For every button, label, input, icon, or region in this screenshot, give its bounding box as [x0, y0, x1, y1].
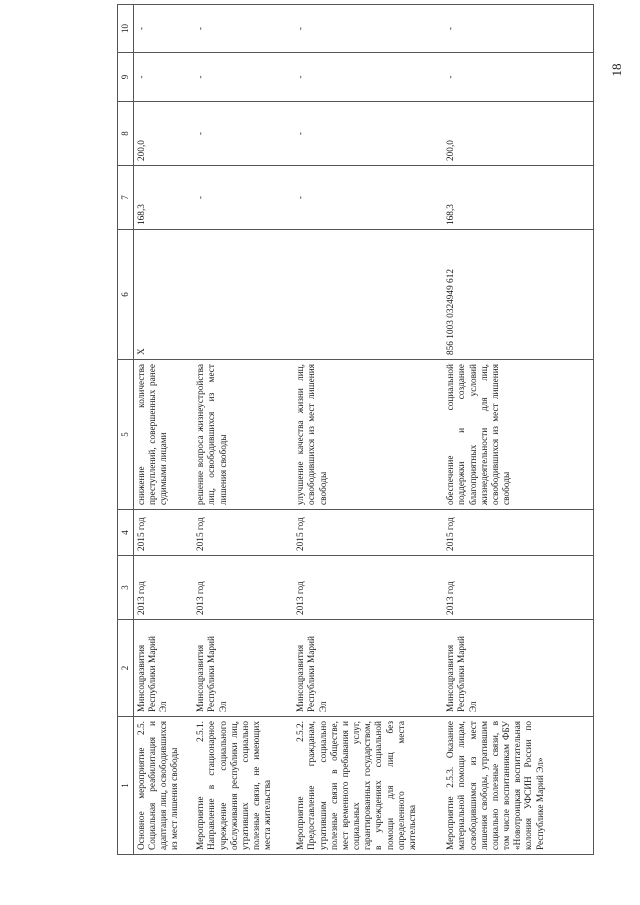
value-total-cell: -: [443, 5, 593, 53]
value-2014-cell: -: [293, 102, 443, 166]
col-header-7: 7: [118, 166, 134, 230]
start-year-cell: 2013 год: [193, 556, 293, 620]
value-2013-cell: -: [293, 166, 443, 230]
value-2015-cell: -: [293, 53, 443, 102]
measure-name-cell: Основное мероприятие 2.5. Социальная реабилитация и адаптация лиц, освободившихся из мест лишения свободы: [133, 717, 193, 855]
executor-cell: Минсоцразвития Республики Марий Эл: [193, 620, 293, 717]
table-row: [293, 5, 443, 855]
end-year-cell: 2015 год: [133, 510, 193, 556]
start-year-cell: 2013 год: [293, 556, 443, 620]
measure-name-cell: Мероприятие 2.5.3. Оказание материальной помощи лицам, освободившимся из мест лишения свободы, утратившим социально полезные связи, в том числе воспитанникам ФБУ «Новотроицкая воспитательная колония УФСИН России по Республике Марий Эл»: [443, 717, 593, 855]
executor-cell: Минсоцразвития Республики Марий Эл: [133, 620, 193, 717]
value-2014-cell: 200,0: [443, 102, 593, 166]
budget-code-cell: 856 1003 0324949 612: [443, 230, 593, 360]
table-row: [443, 5, 593, 855]
value-total-cell: -: [293, 5, 443, 53]
value-2013-cell: 168,3: [133, 166, 193, 230]
column-number-row: [118, 5, 134, 855]
budget-code-cell: [193, 230, 293, 360]
value-2013-cell: 168,3: [443, 166, 593, 230]
end-year-cell: 2015 год: [293, 510, 443, 556]
value-total-cell: -: [133, 5, 193, 53]
value-2014-cell: -: [193, 102, 293, 166]
measure-name-cell: Мероприятие 2.5.2. Предоставление гражданам, утратившим социально полезные связи в обществе, мест временного пребывания и социальных услуг, гарантированных государством, в учреждениях социальной помощи для лиц без определенного места жительства: [293, 717, 443, 855]
col-header-10: 10: [118, 5, 134, 53]
start-year-cell: 2013 год: [443, 556, 593, 620]
col-header-6: 6: [118, 230, 134, 360]
measure-name-cell: Мероприятие 2.5.1. Направление в стационарное учреждение социального обслуживания республики лиц, утративших социально полезные связи, не имеющих места жительства: [193, 717, 293, 855]
result-cell: улучшение качества жизни лиц, освободившихся из мест лишения свободы: [293, 360, 443, 510]
col-header-1: 1: [118, 717, 134, 855]
executor-cell: Минсоцразвития Республики Марий Эл: [443, 620, 593, 717]
page-number: 18: [609, 63, 624, 77]
result-cell: снижение количества преступлений, совершенных ранее судимыми лицами: [133, 360, 193, 510]
col-header-8: 8: [118, 102, 134, 166]
value-2015-cell: -: [193, 53, 293, 102]
start-year-cell: 2013 год: [133, 556, 193, 620]
value-2015-cell: -: [133, 53, 193, 102]
value-2014-cell: 200,0: [133, 102, 193, 166]
budget-code-cell: [293, 230, 443, 360]
col-header-3: 3: [118, 556, 134, 620]
col-header-9: 9: [118, 53, 134, 102]
program-measures-table: [117, 4, 594, 855]
end-year-cell: 2015 год: [443, 510, 593, 556]
end-year-cell: 2015 год: [193, 510, 293, 556]
value-2013-cell: -: [193, 166, 293, 230]
table-row: [193, 5, 293, 855]
col-header-2: 2: [118, 620, 134, 717]
col-header-5: 5: [118, 360, 134, 510]
result-cell: решение вопроса жизнеустройства лиц, освободившихся из мест лишения свободы: [193, 360, 293, 510]
col-header-4: 4: [118, 510, 134, 556]
value-total-cell: -: [193, 5, 293, 53]
rotated-table-page: [117, 5, 597, 855]
budget-code-cell: Х: [133, 230, 193, 360]
result-cell: обеспечение социальной поддержки и создание благоприятных условий жизнедеятельности для лиц, освободившихся из мест лишения свободы: [443, 360, 593, 510]
executor-cell: Минсоцразвития Республики Марий Эл: [293, 620, 443, 717]
table-row: [133, 5, 193, 855]
value-2015-cell: -: [443, 53, 593, 102]
